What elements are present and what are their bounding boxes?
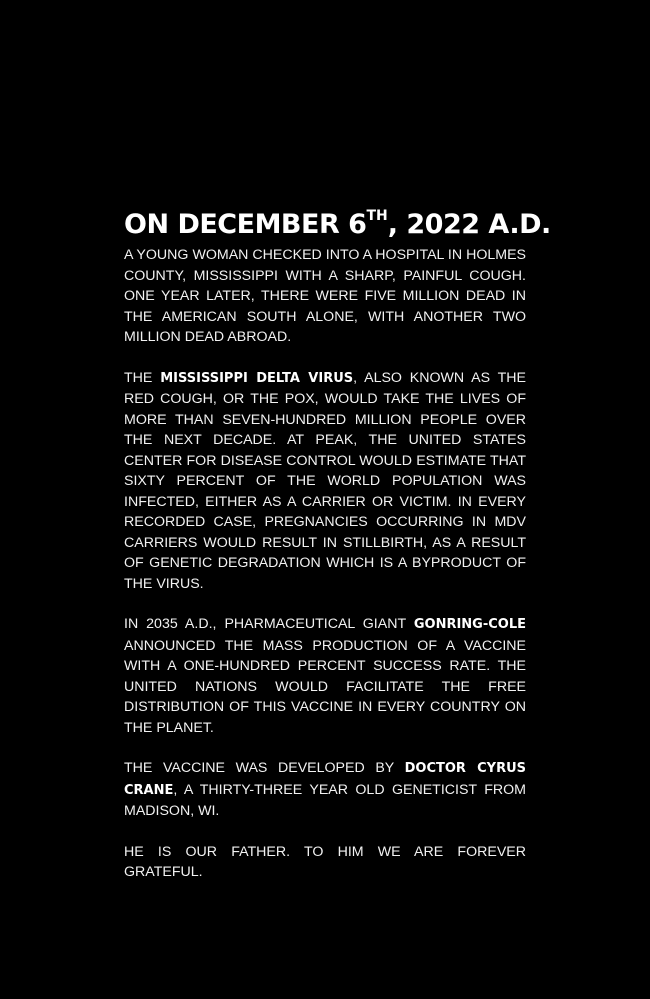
virus-name: MISSISSIPPI DELTA VIRUS xyxy=(160,370,354,386)
paragraph-vaccine-body: ANNOUNCED THE MASS PRODUCTION OF A VACCINE WITH A ONE-HUNDRED PERCENT SUCCESS RATE. THE UNITED NATIONS WOULD FACILITATE THE FREE DISTRIBUTION OF THIS VACCINE IN EVERY COUNTRY ON THE PLANET. xyxy=(124,637,526,736)
company-name: GONRING-COLE xyxy=(413,617,526,632)
paragraph-vaccine xyxy=(124,614,526,738)
headline xyxy=(124,208,551,242)
headline-suffix: , 2022 A.D. xyxy=(387,209,551,240)
paragraph-vaccine-lead: IN 2035 A.D., PHARMACEUTICAL GIANT xyxy=(124,616,414,632)
paragraph-closing xyxy=(124,842,526,883)
paragraph-outbreak xyxy=(124,245,526,348)
developer-name: DOCTOR CYRUS CRANE xyxy=(124,761,526,798)
headline-superscript: TH xyxy=(366,208,388,224)
paragraph-developer-body: , A THIRTY-THREE YEAR OLD GENETICIST FROM MADISON, WI. xyxy=(124,781,526,819)
paragraph-outbreak-text: A YOUNG WOMAN CHECKED INTO A HOSPITAL IN HOLMES COUNTY, MISSISSIPPI WITH A SHARP, PAINFUL COUGH. ONE YEAR LATER, THERE WERE FIVE MILLION DEAD IN THE AMERICAN SOUTH ALONE, WITH ANOTHER TWO MILLION DEAD ABROAD. xyxy=(124,247,526,345)
paragraph-virus-lead: THE xyxy=(124,369,161,386)
headline-prefix: ON DECEMBER 6 xyxy=(124,209,367,240)
paragraph-virus xyxy=(124,368,526,595)
paragraph-developer xyxy=(124,758,526,822)
document-page xyxy=(124,208,551,903)
paragraph-virus-body: , ALSO KNOWN AS THE RED COUGH, OR THE POX, WOULD TAKE THE LIVES OF MORE THAN SEVEN-HUNDRED MILLION PEOPLE OVER THE NEXT DECADE. AT PEAK, THE UNITED STATES CENTER FOR DISEASE CONTROL WOULD ESTIMATE THAT SIXTY PERCENT OF THE WORLD POPULATION WAS INFECTED, EITHER AS A CARRIER OR VICTIM. IN EVERY RECORDED CASE, PREGNANCIES OCCURRING IN MDV CARRIERS WOULD RESULT IN STILLBIRTH, AS A RESULT OF GENETIC DEGRADATION WHICH IS A BYPRODUCT OF THE VIRUS. xyxy=(124,369,526,592)
paragraph-developer-lead: THE VACCINE WAS DEVELOPED BY xyxy=(124,760,405,776)
paragraph-closing-text: HE IS OUR FATHER. TO HIM WE ARE FOREVER GRATEFUL. xyxy=(124,843,526,880)
